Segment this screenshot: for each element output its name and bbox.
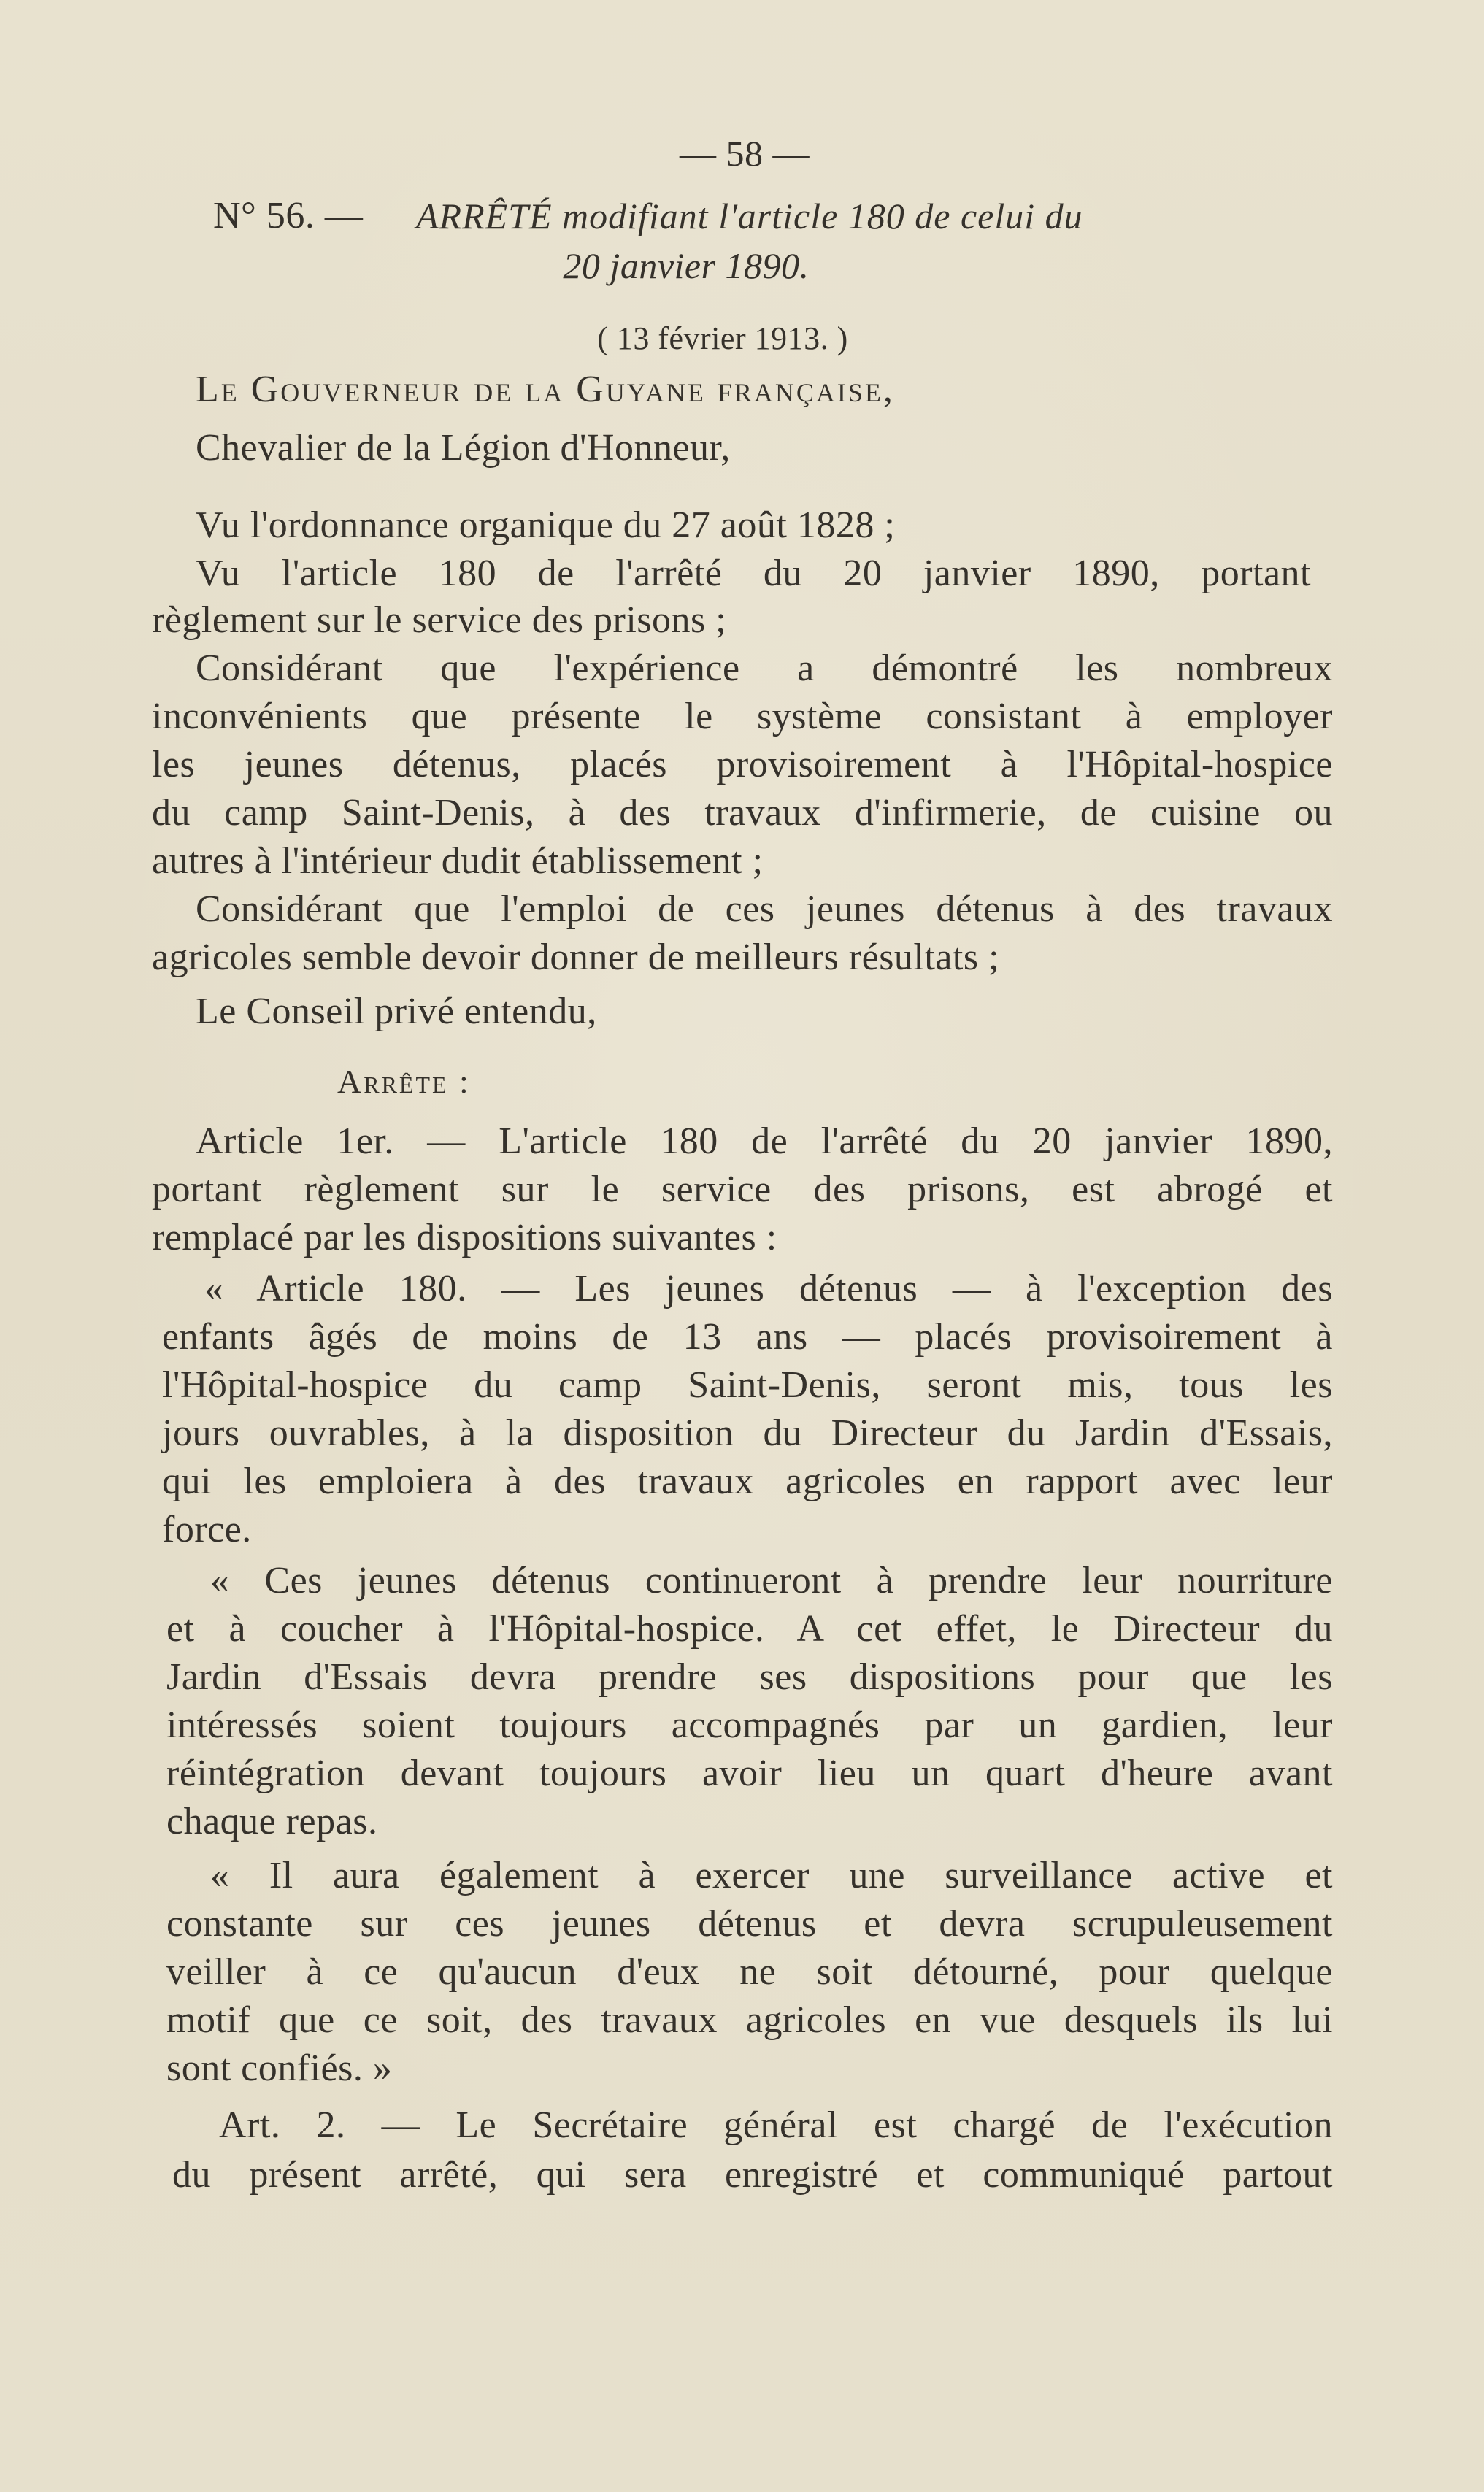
article-line-14: réintégration devant toujours avoir lieu un quart d'heure avant — [166, 1753, 1333, 1794]
article-line-18: veiller à ce qu'aucun d'eux ne soit détourné, pour quelque — [166, 1951, 1333, 1993]
body-line-1: Vu l'ordonnance organique du 27 août 1828 ; — [196, 504, 896, 546]
body-line-3: règlement sur le service des prisons ; — [152, 599, 727, 641]
arrete-label: Arrête : — [337, 1063, 471, 1100]
article-line-19: motif que ce soit, des travaux agricoles en vue desquels ils lui — [166, 1999, 1333, 2041]
article-line-12: Jardin d'Essais devra prendre ses dispositions pour que les — [166, 1656, 1333, 1698]
decree-title-line1: ARRÊTÉ modifiant l'article 180 de celui du — [416, 196, 1083, 236]
article-line-15: chaque repas. — [166, 1801, 378, 1842]
body-line-4: Considérant que l'expérience a démontré les nombreux — [196, 647, 1333, 689]
article-line-7: jours ouvrables, à la disposition du Directeur du Jardin d'Essais, — [162, 1412, 1333, 1454]
article-line-20: sont confiés. » — [166, 2047, 393, 2089]
body-line-9: Considérant que l'emploi de ces jeunes détenus à des travaux — [196, 888, 1333, 930]
article-line-16: « Il aura également à exercer une surveillance active et — [210, 1855, 1333, 1896]
body-line-7: du camp Saint-Denis, à des travaux d'infirmerie, de cuisine ou — [152, 792, 1333, 834]
article-line-6: l'Hôpital-hospice du camp Saint-Denis, seront mis, tous les — [162, 1364, 1333, 1406]
article-line-17: constante sur ces jeunes détenus et devra scrupuleusement — [166, 1903, 1333, 1945]
article-line-1: Article 1er. — L'article 180 de l'arrêté du 20 janvier 1890, — [196, 1120, 1333, 1162]
article-line-10: « Ces jeunes détenus continueront à prendre leur nourriture — [210, 1560, 1333, 1601]
article-line-5: enfants âgés de moins de 13 ans — placés provisoirement à — [162, 1316, 1333, 1358]
page-number: — 58 — — [680, 133, 810, 174]
body-line-2: Vu l'article 180 de l'arrêté du 20 janvier 1890, portant — [196, 553, 1311, 594]
article-line-4: « Article 180. — Les jeunes détenus — à l'exception des — [204, 1268, 1333, 1310]
article-line-3: remplacé par les dispositions suivantes : — [152, 1217, 777, 1258]
authority-line2: Chevalier de la Légion d'Honneur, — [196, 427, 731, 469]
article-line-21: Art. 2. — Le Secrétaire général est chargé de l'exécution — [219, 2104, 1333, 2146]
body-line-10: agricoles semble devoir donner de meilleurs résultats ; — [152, 937, 1000, 978]
decree-title-line2: 20 janvier 1890. — [563, 245, 810, 286]
decree-number: N° 56. — — [213, 195, 364, 236]
authority-line1: Le Gouverneur de la Guyane française, — [196, 369, 895, 410]
body-line-5: inconvénients que présente le système consistant à employer — [152, 696, 1333, 737]
article-line-2: portant règlement sur le service des prisons, est abrogé et — [152, 1169, 1333, 1210]
body-line-8: autres à l'intérieur dudit établissement ; — [152, 840, 764, 882]
article-line-13: intéressés soient toujours accompagnés par un gardien, leur — [166, 1704, 1333, 1746]
article-line-8: qui les emploiera à des travaux agricoles en rapport avec leur — [162, 1461, 1333, 1502]
decree-date: ( 13 février 1913. ) — [597, 320, 848, 356]
article-line-22: du présent arrêté, qui sera enregistré et communiqué partout — [172, 2154, 1333, 2196]
body-line-6: les jeunes détenus, placés provisoirement à l'Hôpital-hospice — [152, 744, 1333, 785]
article-line-9: force. — [162, 1509, 252, 1550]
article-line-11: et à coucher à l'Hôpital-hospice. A cet effet, le Directeur du — [166, 1608, 1333, 1650]
body-line-11: Le Conseil privé entendu, — [196, 991, 597, 1032]
